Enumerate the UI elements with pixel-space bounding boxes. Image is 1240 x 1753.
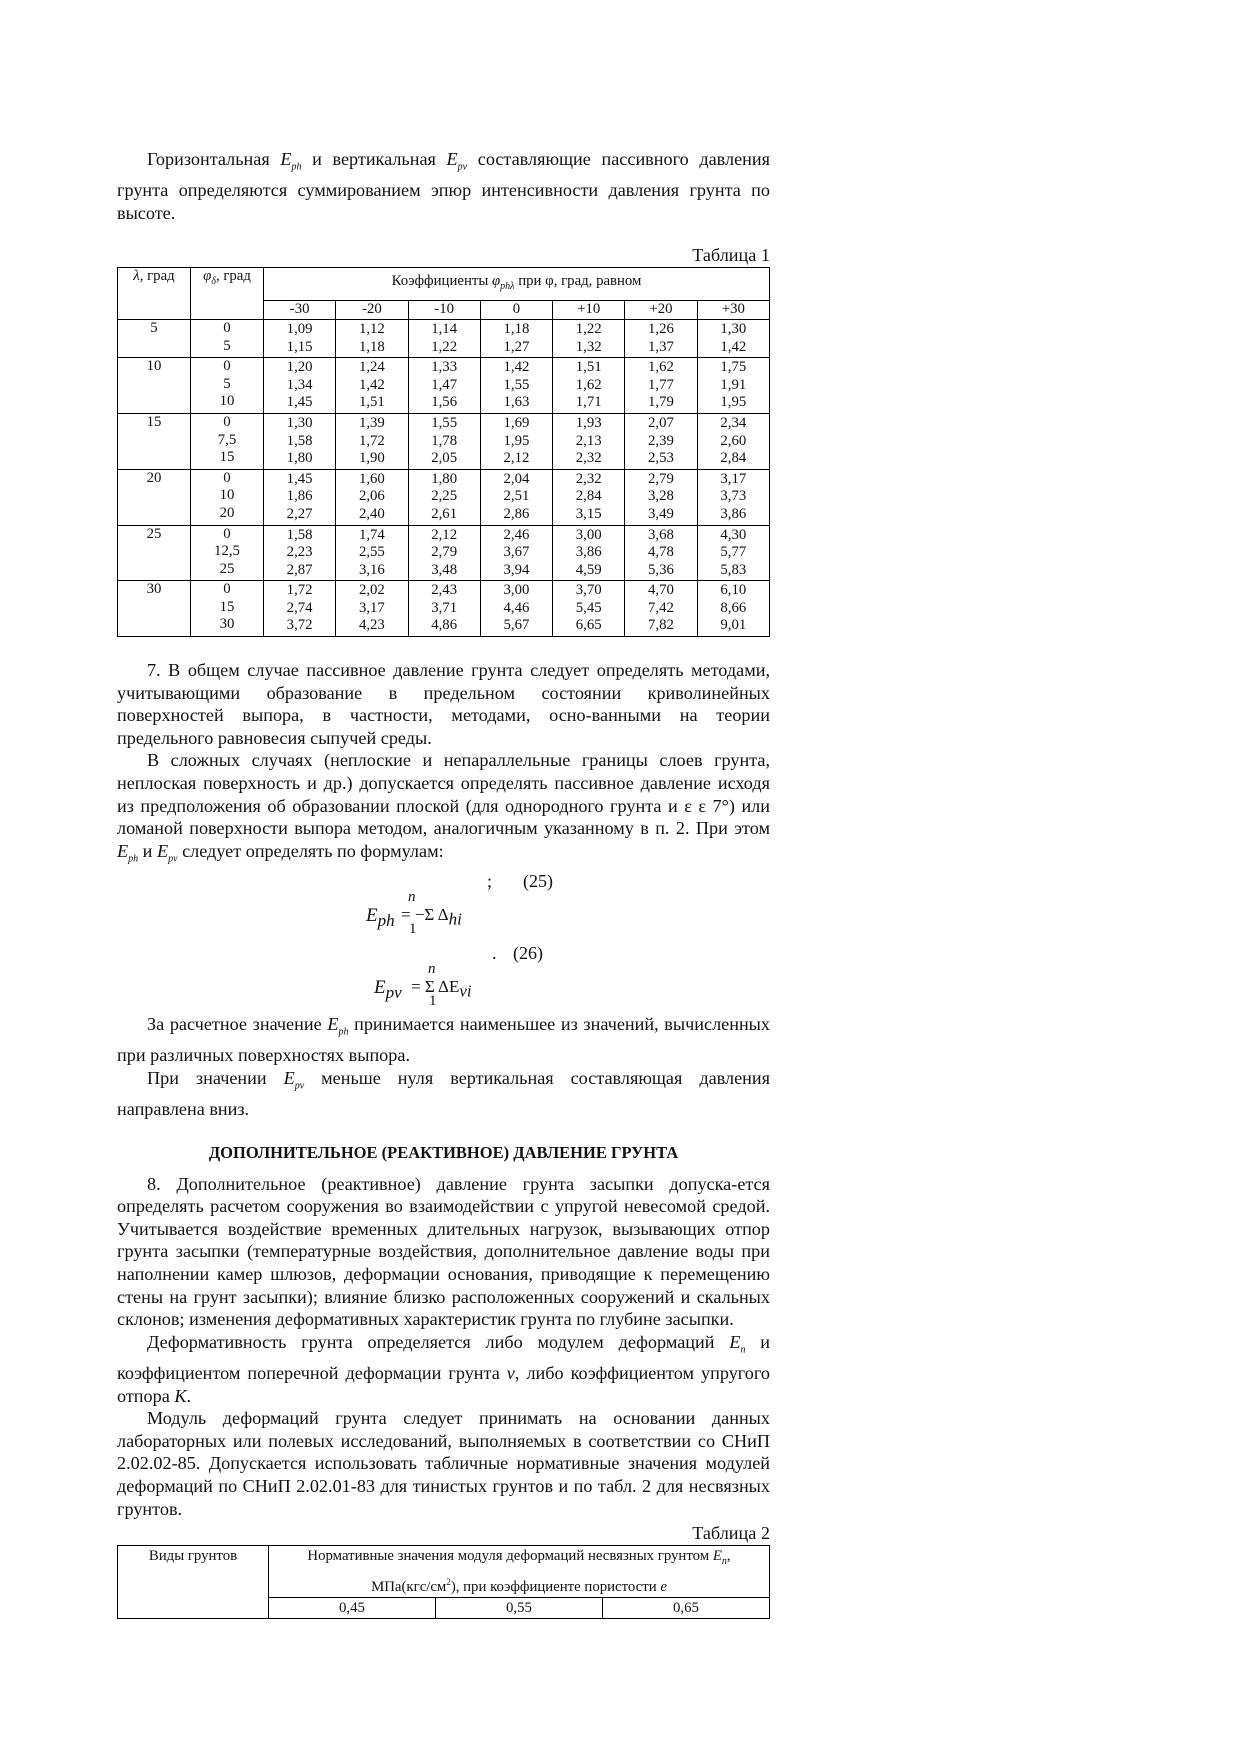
lambda-cell: 20 bbox=[118, 469, 191, 525]
coefficient-value: 3,86 bbox=[575, 544, 602, 561]
coefficient-cell bbox=[336, 581, 408, 637]
phi-delta-value: 30 bbox=[219, 616, 235, 633]
coefficient-value: 3,49 bbox=[648, 505, 674, 522]
coefficient-cell bbox=[697, 319, 769, 357]
coefficient-value: 1,47 bbox=[431, 376, 458, 393]
formula26-rhs: = Σ $\Delta E_{vi}$ bbox=[411, 977, 472, 1001]
phi-value-cell: +10 bbox=[553, 301, 625, 320]
coefficient-value: 2,87 bbox=[286, 561, 313, 578]
paragraph-deformation: Деформативность грунта определяется либо модулем деформаций $E_n$ и коэффициентом поперечной деформации грунта ν, либо коэффициентом упругого отпора K. bbox=[117, 1331, 770, 1406]
coefficient-value: 5,36 bbox=[648, 561, 674, 578]
coefficient-value: 2,05 bbox=[431, 450, 458, 467]
coefficient-value: 2,86 bbox=[503, 505, 530, 522]
coefficient-value: 1,26 bbox=[648, 320, 674, 337]
table1-caption: Таблица 1 bbox=[692, 245, 770, 266]
coefficient-cell bbox=[264, 319, 336, 357]
coefficient-value: 2,74 bbox=[286, 599, 313, 616]
soil-type-header: Виды грунтов bbox=[118, 1546, 269, 1619]
coefficient-value: 2,06 bbox=[358, 488, 385, 505]
coefficient-cell bbox=[336, 358, 408, 414]
coefficient-cell bbox=[264, 581, 336, 637]
coefficient-value: 1,22 bbox=[431, 338, 458, 355]
coefficient-value: 1,20 bbox=[286, 359, 313, 376]
phi-delta-value: 12,5 bbox=[214, 543, 240, 560]
coefficient-cell bbox=[697, 413, 769, 469]
coefficient-cell bbox=[553, 469, 625, 525]
coefficient-value: 1,90 bbox=[358, 450, 385, 467]
table2-caption: Таблица 2 bbox=[692, 1523, 770, 1544]
coefficient-value: 4,70 bbox=[648, 582, 674, 599]
coefficient-cell bbox=[553, 581, 625, 637]
coefficient-cell bbox=[697, 581, 769, 637]
formulas-block bbox=[117, 871, 770, 1021]
coefficient-value: 3,70 bbox=[575, 582, 602, 599]
coefficient-value: 1,60 bbox=[358, 470, 385, 487]
table-row bbox=[118, 469, 770, 525]
phi-value-cell: -20 bbox=[336, 301, 408, 320]
coefficient-cell bbox=[264, 469, 336, 525]
coefficient-value: 1,86 bbox=[286, 488, 313, 505]
table-row bbox=[118, 413, 770, 469]
coefficient-value: 1,18 bbox=[503, 320, 530, 337]
deformation-modulus-table bbox=[117, 1545, 770, 1619]
coefficient-value: 7,82 bbox=[648, 617, 674, 634]
coefficient-value: 3,94 bbox=[503, 561, 530, 578]
porosity-value-cell: 0,45 bbox=[269, 1598, 436, 1619]
coefficient-cell bbox=[408, 413, 480, 469]
lambda-cell: 5 bbox=[118, 319, 191, 357]
coefficient-value: 1,37 bbox=[648, 338, 674, 355]
formula26-number: (26) bbox=[513, 943, 543, 964]
coefficient-value: 3,68 bbox=[648, 526, 674, 543]
phi-delta-value: 20 bbox=[219, 504, 235, 521]
coefficient-value: 2,27 bbox=[286, 505, 313, 522]
coefficient-value: 2,12 bbox=[431, 526, 458, 543]
coefficient-cell bbox=[336, 525, 408, 581]
coefficient-value: 2,39 bbox=[648, 432, 674, 449]
phi-delta-value: 15 bbox=[219, 449, 235, 466]
coefficient-value: 1,58 bbox=[286, 432, 313, 449]
coefficient-value: 2,79 bbox=[431, 544, 458, 561]
formula25-lhs: $E_{ph}$ bbox=[366, 905, 395, 930]
formula26-lower: 1 bbox=[429, 993, 437, 1010]
coefficient-value: 3,73 bbox=[720, 488, 747, 505]
coefficient-cell bbox=[625, 581, 697, 637]
coefficient-value: 1,18 bbox=[358, 338, 385, 355]
phi-value-cell: +30 bbox=[697, 301, 769, 320]
coefficient-value: 4,86 bbox=[431, 617, 458, 634]
coefficient-cell bbox=[408, 469, 480, 525]
coefficient-value: 1,34 bbox=[286, 376, 313, 393]
coefficient-value: 3,71 bbox=[431, 599, 458, 616]
coefficient-value: 1,12 bbox=[358, 320, 385, 337]
coefficient-value: 3,00 bbox=[503, 582, 530, 599]
coefficient-value: 4,23 bbox=[358, 617, 385, 634]
coefficient-value: 1,95 bbox=[503, 432, 530, 449]
phi-value-cell: +20 bbox=[625, 301, 697, 320]
coefficient-value: 3,15 bbox=[575, 505, 602, 522]
table-row bbox=[118, 358, 770, 414]
coefficient-cell bbox=[264, 358, 336, 414]
coefficient-value: 5,77 bbox=[720, 544, 747, 561]
coefficient-value: 1,45 bbox=[286, 394, 313, 411]
coefficient-cell bbox=[553, 319, 625, 357]
coefficient-cell bbox=[408, 358, 480, 414]
coefficient-value: 2,84 bbox=[720, 450, 747, 467]
table-row bbox=[118, 525, 770, 581]
porosity-value-cell: 0,55 bbox=[435, 1598, 602, 1619]
coefficient-value: 4,78 bbox=[648, 544, 674, 561]
formula26-dot: . bbox=[492, 943, 497, 964]
coefficient-value: 1,39 bbox=[358, 414, 385, 431]
phi-delta-cell bbox=[191, 319, 264, 357]
eph-symbol: $E_{ph}$ bbox=[280, 149, 302, 173]
lambda-cell: 15 bbox=[118, 413, 191, 469]
coefficient-value: 6,65 bbox=[575, 617, 602, 634]
table-row bbox=[118, 319, 770, 357]
coefficient-value: 3,67 bbox=[503, 544, 530, 561]
phi-delta-cell bbox=[191, 469, 264, 525]
coefficient-value: 2,34 bbox=[720, 414, 747, 431]
paragraph-modulus: Модуль деформаций грунта следует принимать на основании данных лабораторных или полевых исследований, выполняемых в соответствии со СНиП 2.02.02-85. Допускается использовать табличные нормативные значения модулей деформаций по СНиП 2.02.01-83 для тинистых грунтов и по табл. 2 для несвязных грунтов. bbox=[117, 1408, 770, 1519]
coefficient-value: 2,43 bbox=[431, 582, 458, 599]
phi-delta-value: 5 bbox=[223, 337, 231, 354]
coefficient-value: 1,55 bbox=[431, 414, 458, 431]
coefficient-value: 4,30 bbox=[720, 526, 747, 543]
coefficient-value: 1,80 bbox=[286, 450, 313, 467]
coefficient-value: 1,63 bbox=[503, 394, 530, 411]
coefficient-value: 2,53 bbox=[648, 450, 674, 467]
coefficient-value: 9,01 bbox=[720, 617, 747, 634]
coefficient-cell bbox=[553, 413, 625, 469]
formula26-lhs: $E_{pv}$ bbox=[374, 977, 402, 1002]
coefficient-value: 1,51 bbox=[575, 359, 602, 376]
coefficient-cell bbox=[625, 358, 697, 414]
coefficient-value: 1,15 bbox=[286, 338, 313, 355]
coefficient-value: 2,84 bbox=[575, 488, 602, 505]
coefficient-value: 2,25 bbox=[431, 488, 458, 505]
coefficient-value: 1,30 bbox=[286, 414, 313, 431]
coefficient-value: 1,72 bbox=[286, 582, 313, 599]
coefficient-value: 4,59 bbox=[575, 561, 602, 578]
text: Горизонтальная bbox=[147, 149, 281, 169]
coefficient-value: 2,61 bbox=[431, 505, 458, 522]
coefficient-value: 1,93 bbox=[575, 414, 602, 431]
coefficient-value: 2,46 bbox=[503, 526, 530, 543]
phi-value-cell: -10 bbox=[408, 301, 480, 320]
coefficient-cell bbox=[480, 319, 552, 357]
coefficient-value: 1,22 bbox=[575, 320, 602, 337]
document-page bbox=[117, 148, 770, 1619]
coefficient-cell bbox=[480, 413, 552, 469]
coefficient-cell bbox=[264, 413, 336, 469]
coefficient-cell bbox=[625, 319, 697, 357]
coefficient-value: 1,78 bbox=[431, 432, 458, 449]
phi-delta-value: 15 bbox=[219, 598, 235, 615]
coefficient-value: 2,51 bbox=[503, 488, 530, 505]
coefficient-cell bbox=[697, 525, 769, 581]
coefficient-cell bbox=[408, 581, 480, 637]
coefficient-value: 2,12 bbox=[503, 450, 530, 467]
coefficient-value: 1,72 bbox=[358, 432, 385, 449]
coefficient-cell bbox=[697, 469, 769, 525]
coefficient-value: 3,16 bbox=[358, 561, 385, 578]
coefficient-value: 1,69 bbox=[503, 414, 530, 431]
coefficient-cell bbox=[480, 469, 552, 525]
coefficient-cell bbox=[553, 358, 625, 414]
coefficient-value: 3,48 bbox=[431, 561, 458, 578]
phi-delta-value: 0 bbox=[223, 413, 231, 430]
phi-delta-cell bbox=[191, 581, 264, 637]
formula25-lower: 1 bbox=[409, 921, 417, 938]
coefficient-cell bbox=[480, 581, 552, 637]
coefficient-value: 2,32 bbox=[575, 470, 602, 487]
coefficient-value: 3,72 bbox=[286, 617, 313, 634]
coefficient-value: 2,02 bbox=[358, 582, 385, 599]
paragraph-7b: В сложных случаях (неплоские и непараллельные границы слоев грунта, неплоская поверхность и др.) допускается определять пассивное давление исходя из предположения об образовании плоской (для однородного грунта и ε ε 7°) или ломаной поверхности выпора методом, аналогичным указанному в п. 2. При этом $E_{ph}$ и $E_{pv}$ следует определять по формулам: bbox=[117, 750, 770, 865]
coefficient-value: 1,95 bbox=[720, 394, 747, 411]
phi-delta-value: 0 bbox=[223, 319, 231, 336]
section-heading: ДОПОЛНИТЕЛЬНОЕ (РЕАКТИВНОЕ) ДАВЛЕНИЕ ГРУНТА bbox=[208, 1142, 679, 1162]
epv-symbol: $E_{pv}$ bbox=[446, 149, 468, 173]
coefficient-value: 1,27 bbox=[503, 338, 530, 355]
coefficient-value: 1,80 bbox=[431, 470, 458, 487]
coefficient-cell bbox=[408, 525, 480, 581]
coefficient-value: 1,74 bbox=[358, 526, 385, 543]
coefficient-value: 1,79 bbox=[648, 394, 674, 411]
formula25-semicolon: ; bbox=[487, 871, 493, 892]
coefficient-cell bbox=[336, 319, 408, 357]
coefficient-value: 1,14 bbox=[431, 320, 458, 337]
phi-delta-cell bbox=[191, 413, 264, 469]
phi-delta-value: 0 bbox=[223, 525, 231, 542]
coefficient-value: 2,32 bbox=[575, 450, 602, 467]
paragraph-8: 8. Дополнительное (реактивное) давление грунта засыпки допуска-ется определять расчетом сооружения во взаимодействии с упругой невесомой средой. Учитывается воздействие временных длительных нагрузок, вызывающих отпор грунта засыпки (температурные воздействия, дополнительное давление воды при наполнении камер шлюзов, деформации основания, приводящие к перемещению стены на грунт засыпки); влияние близко расположенных сооружений и скальных склонов; изменения деформативных характеристик грунта по глубине засыпки. bbox=[117, 1173, 770, 1330]
formula25-upper: n bbox=[408, 889, 416, 906]
coefficient-cell bbox=[408, 319, 480, 357]
coefficient-value: 1,42 bbox=[720, 338, 747, 355]
coefficient-value: 1,77 bbox=[648, 376, 674, 393]
phi-delta-value: 10 bbox=[219, 487, 235, 504]
coefficient-value: 1,33 bbox=[431, 359, 458, 376]
coefficient-value: 2,60 bbox=[720, 432, 747, 449]
phi-delta-cell bbox=[191, 358, 264, 414]
coefficient-value: 1,09 bbox=[286, 320, 313, 337]
porosity-value-cell: 0,65 bbox=[602, 1598, 769, 1619]
phi-delta-cell bbox=[191, 525, 264, 581]
text: и вертикальная bbox=[301, 149, 447, 169]
coefficient-value: 2,40 bbox=[358, 505, 385, 522]
coefficient-value: 7,42 bbox=[648, 599, 674, 616]
coefficients-header: Коэффициенты $\varphi_{ph\lambda}$ при φ, град, равном bbox=[264, 268, 770, 301]
col-phi-delta-header: $\varphi_\delta$, град bbox=[191, 268, 264, 320]
coefficient-value: 1,91 bbox=[720, 376, 747, 393]
coefficient-value: 3,86 bbox=[720, 505, 747, 522]
text: составляющие пассивного давления грунта определяются суммированием эпюр интенсивности давления грунта по высоте. bbox=[117, 149, 770, 223]
lambda-cell: 30 bbox=[118, 581, 191, 637]
phi-delta-value: 0 bbox=[223, 469, 231, 486]
coefficient-value: 1,42 bbox=[358, 376, 385, 393]
coefficient-cell bbox=[336, 413, 408, 469]
coefficient-value: 1,51 bbox=[358, 394, 385, 411]
phi-delta-value: 0 bbox=[223, 358, 231, 375]
coefficient-value: 5,67 bbox=[503, 617, 530, 634]
coefficient-value: 2,13 bbox=[575, 432, 602, 449]
phi-delta-value: 5 bbox=[223, 375, 231, 392]
coefficient-value: 3,17 bbox=[720, 470, 747, 487]
coefficient-value: 1,62 bbox=[575, 376, 602, 393]
coefficient-cell bbox=[625, 469, 697, 525]
coefficient-value: 2,55 bbox=[358, 544, 385, 561]
coefficient-value: 3,28 bbox=[648, 488, 674, 505]
coefficient-value: 2,07 bbox=[648, 414, 674, 431]
coefficient-value: 1,42 bbox=[503, 359, 530, 376]
coefficient-value: 1,55 bbox=[503, 376, 530, 393]
coefficient-cell bbox=[480, 358, 552, 414]
coefficient-value: 8,66 bbox=[720, 599, 747, 616]
formula25-rhs: = −Σ $\Delta_{hi}$ bbox=[401, 905, 462, 929]
coefficient-cell bbox=[697, 358, 769, 414]
coefficient-value: 1,30 bbox=[720, 320, 747, 337]
coefficient-value: 1,71 bbox=[575, 394, 602, 411]
phi-value-cell: 0 bbox=[480, 301, 552, 320]
coefficient-cell bbox=[625, 413, 697, 469]
paragraph-negative: При значении $E_{pv}$ меньше нуля вертикальная составляющая давления направлена вниз. bbox=[117, 1067, 770, 1120]
modulus-header: Нормативные значения модуля деформаций несвязных грунтом $E_n$, $МПа(кгс/см^2)$, при коэффициенте пористости e bbox=[269, 1546, 770, 1598]
phi-delta-value: 25 bbox=[219, 560, 235, 577]
coefficient-value: 6,10 bbox=[720, 582, 747, 599]
coefficient-value: 2,04 bbox=[503, 470, 530, 487]
table-row bbox=[118, 581, 770, 637]
coefficient-cell bbox=[480, 525, 552, 581]
coefficient-value: 2,23 bbox=[286, 544, 313, 561]
coefficient-value: 5,83 bbox=[720, 561, 747, 578]
phi-delta-value: 7,5 bbox=[217, 431, 237, 448]
coefficient-value: 4,46 bbox=[503, 599, 530, 616]
coefficient-value: 1,24 bbox=[358, 359, 385, 376]
coefficient-cell bbox=[336, 469, 408, 525]
paragraph-calc: За расчетное значение $E_{ph}$ принимается наименьшее из значений, вычисленных при различных поверхностях выпора. bbox=[117, 1014, 771, 1066]
formula25-number: (25) bbox=[523, 871, 553, 892]
coefficient-value: 1,56 bbox=[431, 394, 458, 411]
coefficient-value: 2,79 bbox=[648, 470, 674, 487]
coefficient-cell bbox=[553, 525, 625, 581]
phi-delta-value: 10 bbox=[219, 393, 235, 410]
formula26-upper: n bbox=[428, 961, 436, 978]
coefficient-value: 1,58 bbox=[286, 526, 313, 543]
coefficient-value: 1,75 bbox=[720, 359, 747, 376]
coefficient-value: 1,32 bbox=[575, 338, 602, 355]
phi-delta-value: 0 bbox=[223, 581, 231, 598]
coefficient-value: 5,45 bbox=[575, 599, 602, 616]
lambda-cell: 10 bbox=[118, 358, 191, 414]
col-lambda-header: λ, град bbox=[118, 268, 191, 320]
coefficient-value: 3,00 bbox=[575, 526, 602, 543]
coefficients-table bbox=[117, 267, 770, 637]
coefficient-value: 3,17 bbox=[358, 599, 385, 616]
phi-value-cell: -30 bbox=[264, 301, 336, 320]
coefficient-cell bbox=[264, 525, 336, 581]
coefficient-value: 1,62 bbox=[648, 359, 674, 376]
coefficient-value: 1,45 bbox=[286, 470, 313, 487]
paragraph-7: 7. В общем случае пассивное давление грунта следует определять методами, учитывающими образование в предельном состоянии криволинейных поверхностей выпора, в частности, методами, осно-ванными на теории предельного равновесия сыпучей среды. bbox=[117, 660, 770, 748]
intro-paragraph bbox=[117, 148, 770, 224]
coefficient-cell bbox=[625, 525, 697, 581]
lambda-cell: 25 bbox=[118, 525, 191, 581]
